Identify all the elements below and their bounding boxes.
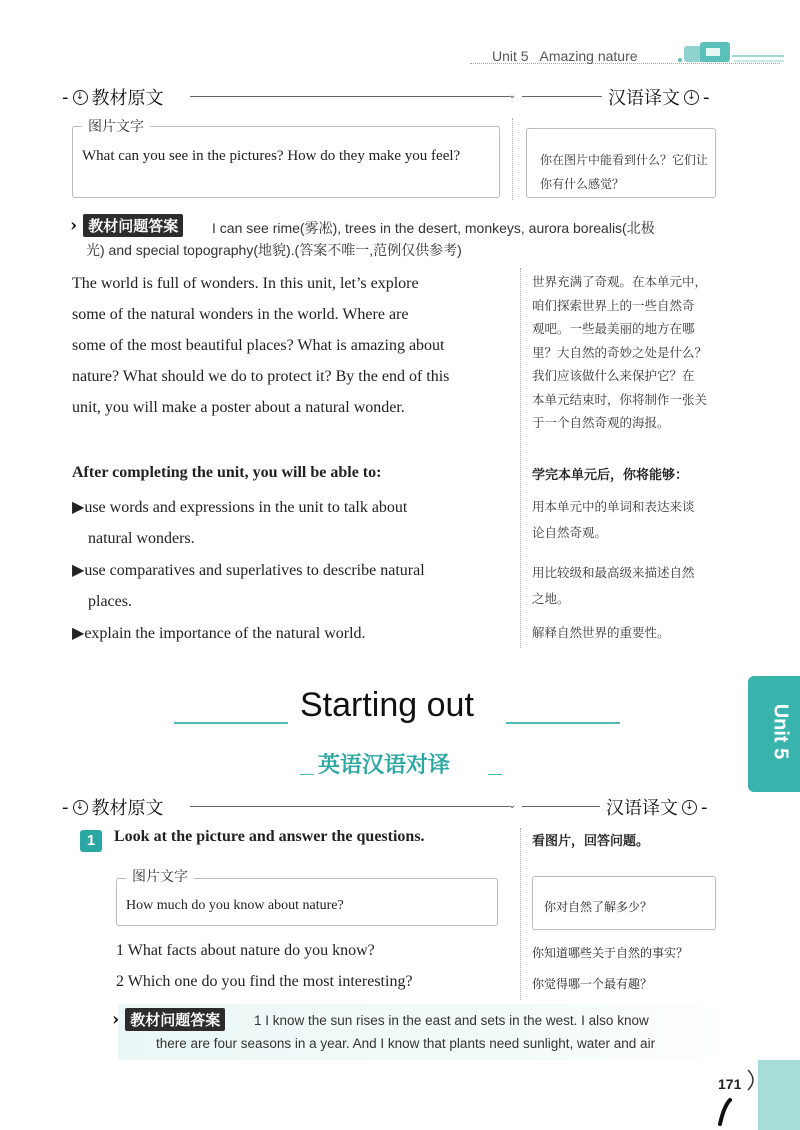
section-subtitle: 英语汉语对译: [318, 753, 451, 778]
question-2: 2 Which one do you find the most interesting?: [116, 973, 413, 990]
divider: [190, 806, 510, 807]
picture-text-label: 图片文字: [82, 116, 150, 136]
answer-badge: 教材问题答案: [125, 1008, 225, 1031]
down-arrow-icon: ↓: [73, 90, 88, 105]
picture-text-label: 图片文字: [126, 866, 194, 886]
picture-text-translation: 你对自然了解多少？: [544, 900, 653, 914]
triangle-bullet-icon: ▶: [72, 562, 85, 579]
intro-line: unit, you will make a poster about a natural wonder.: [72, 399, 405, 416]
divider-ornament: ⌄: [508, 800, 517, 811]
section-title: Starting out: [300, 686, 474, 724]
goal-item: ▶use words and expressions in the unit to talk about natural wonders.: [72, 499, 408, 547]
column-divider: [520, 268, 521, 648]
page-number: 171: [718, 1076, 742, 1092]
intro-line: some of the most beautiful places? What is amazing about: [72, 337, 445, 354]
intro-zh-line: 于一个自然奇观的海报。: [532, 415, 670, 430]
section-translation-label: 汉语译文 ↓ -: [608, 86, 710, 109]
divider: [190, 96, 510, 97]
unit-side-tab-label: Unit 5: [769, 703, 792, 760]
subtitle-rule: [300, 774, 314, 775]
title-rule: [174, 722, 288, 724]
goals-heading: After completing the unit, you will be able to:: [72, 464, 382, 481]
question-1-translation: 你知道哪些关于自然的事实？: [532, 946, 689, 960]
down-arrow-icon: ↓: [682, 800, 697, 815]
picture-text: How much do you know about nature?: [126, 898, 344, 913]
column-divider: [512, 118, 513, 200]
exercise-instruction-translation: 看图片，回答问题。: [532, 834, 650, 849]
answer-badge: 教材问题答案: [83, 214, 183, 237]
divider: [522, 96, 602, 97]
down-arrow-icon: ↓: [684, 90, 699, 105]
chevron-right-icon: ›: [70, 215, 78, 236]
books-decoration-icon: [676, 36, 786, 70]
triangle-bullet-icon: ▶: [72, 499, 85, 516]
down-arrow-icon: ↓: [73, 800, 88, 815]
intro-line: The world is full of wonders. In this unit, let’s explore: [72, 275, 419, 292]
intro-line: nature? What should we do to protect it? By the end of this: [72, 368, 450, 385]
title-rule: [506, 722, 620, 724]
page-corner-decoration: [708, 1060, 800, 1130]
goals-heading-translation: 学完本单元后，你将能够：: [532, 468, 689, 483]
unit-side-tab: [748, 676, 800, 792]
exercise-instruction: Look at the picture and answer the questions.: [114, 828, 425, 845]
intro-translation: [532, 270, 732, 435]
running-header: [492, 48, 638, 64]
intro-zh-line: 里？大自然的奇妙之处是什么？: [532, 344, 708, 360]
answer-line: there are four seasons in a year. And I know that plants need sunlight, water and air: [156, 1036, 656, 1051]
goal-item: ▶use comparatives and superlatives to describe natural places.: [72, 562, 425, 610]
section-translation-label: 汉语译文 ↓ -: [606, 796, 708, 819]
divider-ornament: ⌄: [508, 90, 517, 101]
intro-zh-line: 世界充满了奇观。在本单元中，: [532, 274, 708, 289]
question-2-translation: 你觉得哪一个最有趣？: [532, 977, 653, 991]
intro-zh-line: 本单元结束时，你将制作一张关: [532, 391, 708, 407]
goal-item-translation: 用比较级和最高级来描述自然 之地。: [532, 565, 695, 606]
section-original-label: - ↓ 教材原文: [62, 86, 164, 109]
header-title: Amazing nature: [539, 48, 638, 64]
exercise-number: 1: [80, 830, 102, 852]
question-1: 1 What facts about nature do you know?: [116, 942, 375, 959]
goal-item: ▶explain the importance of the natural world.: [72, 625, 366, 642]
answer-line: I can see rime(雾凇), trees in the desert, monkeys, aurora borealis(北极: [212, 220, 655, 236]
triangle-bullet-icon: ▶: [72, 625, 85, 642]
answer-line: 光) and special topography(地貌).(答案不唯一,范例仅供参考): [86, 242, 462, 258]
goal-item-translation: 用本单元中的单词和表达来谈 论自然奇观。: [532, 499, 695, 540]
chevron-right-icon: ›: [112, 1009, 120, 1030]
section-original-label: - ↓ 教材原文: [62, 796, 164, 819]
intro-zh-line: 观吧。一些最美丽的地方在哪: [532, 321, 695, 336]
intro-zh-line: 我们应该做什么来保护它？在: [532, 368, 695, 383]
intro-line: some of the natural wonders in the world. Where are: [72, 306, 409, 323]
header-unit: Unit 5: [492, 48, 529, 64]
goal-item-translation: 解释自然世界的重要性。: [532, 625, 670, 640]
answer-block-2: [112, 1008, 225, 1031]
answer-line: 1 I know the sun rises in the east and sets in the west. I also know: [254, 1013, 649, 1028]
intro-paragraph: [72, 268, 512, 423]
intro-zh-line: 咱们探索世界上的一些自然奇: [532, 297, 695, 313]
answer-block-1: [70, 214, 183, 237]
subtitle-rule: [488, 774, 502, 775]
picture-text-translation: 你在图片中能看到什么？它们让你有什么感觉？: [540, 153, 709, 191]
column-divider: [520, 828, 521, 1000]
divider: [522, 806, 600, 807]
picture-text: What can you see in the pictures? How do they make you feel?: [82, 148, 461, 164]
